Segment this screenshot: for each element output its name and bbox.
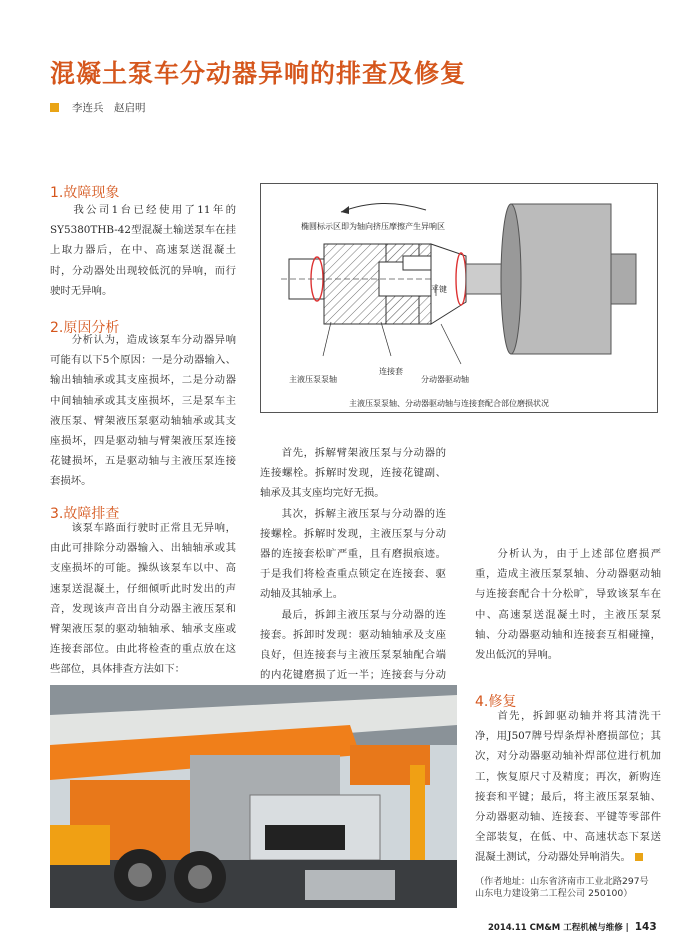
paragraph	[475, 706, 661, 868]
wear-diagram	[260, 183, 658, 413]
end-marker	[635, 853, 643, 861]
drive-shaft-label: 分动器驱动轴	[421, 375, 469, 384]
paragraph-text: 首先，拆卸驱动轴并将其清洗干净，用J507牌号焊条焊补磨损部位；其次，对分动器驱动轴补焊部位进行机加工，恢复原尺寸及精度；再次，新购连接套和平键；最后，将主液压泵泵轴、分动器驱动轴、连接套、平键等零部件全部装复，在低、中、高速状态下泵送混凝土测试，分动器处异响消失。	[475, 710, 661, 864]
paragraph-text: 分析认为，造成该泵车分动器异响可能有以下5个原因：一是分动器输入、输出轴轴承或其支座损坏，二是分动器中间轴轴承或其支座损坏，三是泵车主液压泵、臂架液压泵驱动轴轴承或其支座损坏，四是驱动轴与臂架液压泵连接花键损坏，五是驱动轴与主液压泵连接套损坏。	[50, 334, 236, 488]
issue-info: 2014.11 CM&M 工程机械与维修	[488, 923, 623, 933]
paragraph	[50, 518, 236, 680]
key-slot	[403, 256, 435, 270]
address-line: （作者地址：山东省济南市工业北路297号	[475, 876, 649, 887]
pump-truck-photo	[50, 685, 457, 908]
paragraph-text: 首先，拆解臂架液压泵与分动器的连接螺栓。拆解时发现，连接花键副、轴承及其支座均完好无损。	[260, 447, 446, 500]
arrow-head	[341, 206, 349, 214]
paragraph	[50, 200, 236, 301]
paragraph-text: 最后，拆卸主液压泵与分动器的连接套。拆卸时发现：驱动轴轴承及支座良好，但连接套与主液压泵泵轴配合端的内花键磨损了近一半；连接套与分动	[260, 608, 446, 682]
paragraph	[50, 330, 236, 492]
heading-repair: 4.修复	[475, 694, 517, 710]
paragraph	[260, 443, 446, 504]
paragraph	[260, 504, 446, 605]
page-footer	[488, 921, 657, 933]
folio-separator: |	[625, 923, 629, 933]
paragraph	[475, 544, 661, 665]
paragraph-text: 我公司1台已经使用了11年的SY5380THB-42型混凝土输送泵车在挂上取力器后，在中、高速泵送混凝土时，分动器处出现较低沉的异响，而行驶时无异响。	[50, 204, 236, 297]
paragraph-text: 该泵车路面行驶时正常且无异响，由此可排除分动器输入、出轴轴承或其支座损坏的可能。操纵该泵车以中、高速泵送混凝土，仔细倾听此时发出的声音，发现该声音出自分动器主液压泵和臂架液压泵的驱动轴轴承、轴承支座或连接套部位。由此将检查的重点放在这些部位，具体排查方法如下：	[50, 522, 236, 676]
heading-fault-symptom: 1.故障现象	[50, 185, 120, 201]
page-number: 143	[634, 921, 657, 933]
section-2-body	[50, 330, 236, 492]
article-title: 混凝土泵车分动器异响的排查及修复	[50, 59, 467, 88]
heading-cause-analysis: 2.原因分析	[50, 320, 120, 336]
arc-arrow	[341, 203, 426, 212]
author-marker	[50, 103, 59, 112]
flange-edge	[501, 204, 521, 354]
top-label: 椭圆标示区即为轴向挤压摩擦产生异响区	[301, 222, 445, 231]
section-1-body	[50, 200, 236, 301]
heading-troubleshooting: 3.故障排查	[50, 506, 120, 522]
authors: 李连兵 赵启明	[72, 102, 146, 114]
key-label: 平键	[431, 285, 447, 294]
paragraph-text: 分析认为，由于上述部位磨损严重，造成主液压泵泵轴、分动器驱动轴与连接套配合十分松旷，导致该泵车在中、高速泵送混凝土时，主液压泵泵轴、分动器驱动轴和连接套互相碰撞，发出低沉的异响。	[475, 548, 661, 662]
diagram-svg	[261, 184, 657, 412]
author-address	[475, 876, 649, 900]
gearbox-stub	[611, 254, 636, 304]
paragraph-text: 其次，拆解主液压泵与分动器的连接螺栓。拆解时发现，主液压泵与分动器的连接套松旷严重，且有磨损痕迹。于是我们将检查重点锁定在连接套、驱动轴及其轴承上。	[260, 507, 446, 601]
section-4-body	[475, 706, 661, 868]
sleeve-label: 连接套	[379, 367, 403, 376]
pump-shaft-label: 主液压泵泵轴	[289, 375, 337, 384]
figure-caption: 主液压泵泵轴、分动器驱动轴与连接套配合部位磨损状况	[349, 399, 549, 408]
address-line: 山东电力建设第二工程公司 250100）	[475, 888, 633, 899]
section-3-body-col1	[50, 518, 236, 680]
gearbox-flange	[511, 204, 611, 354]
section-3-body-col3	[475, 544, 661, 665]
